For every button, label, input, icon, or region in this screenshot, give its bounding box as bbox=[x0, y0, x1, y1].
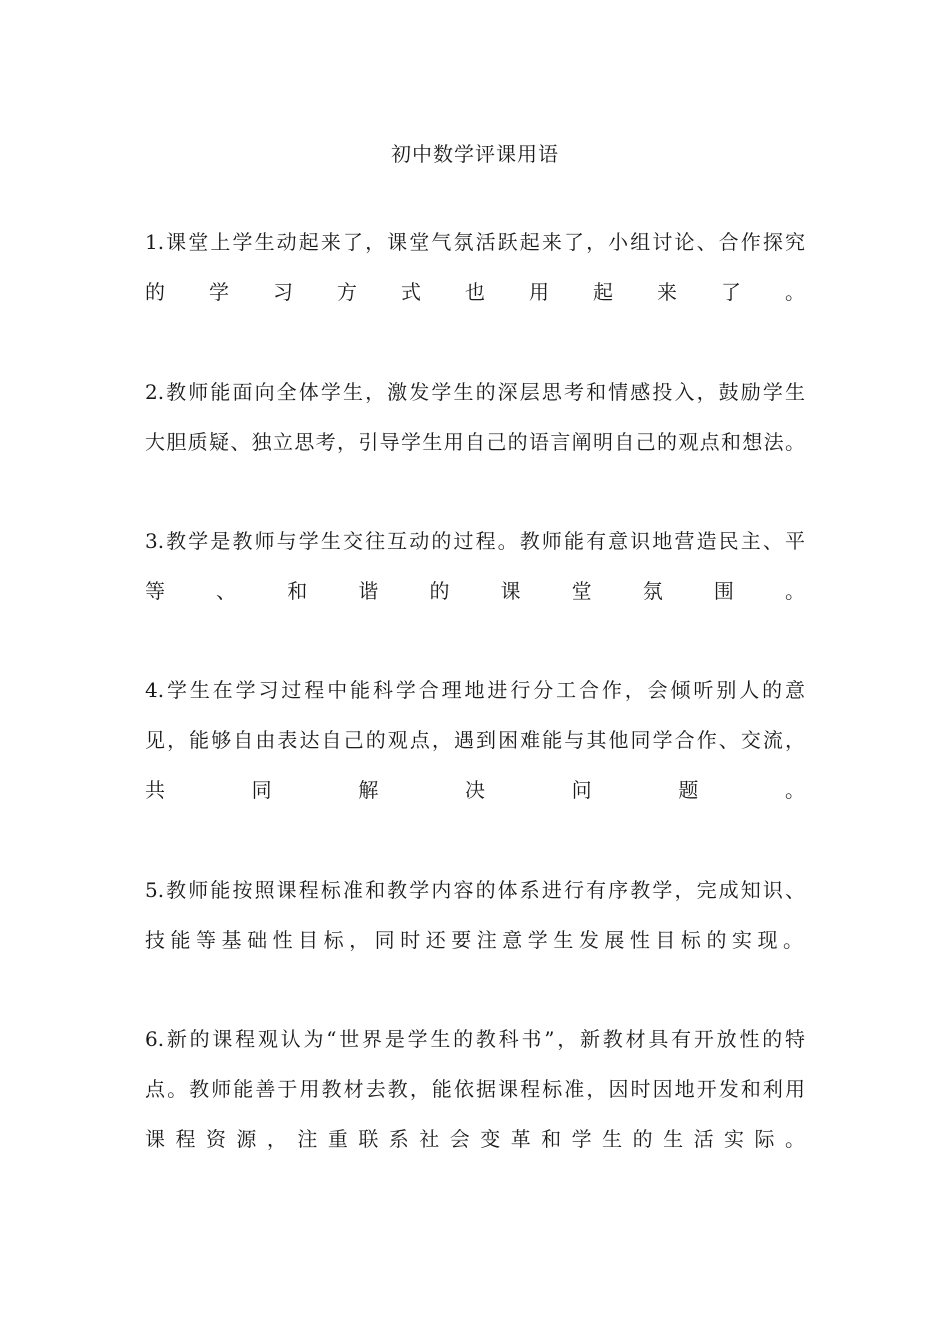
item-line: 见，能够自由表达自己的观点，遇到困难能与其他同学合作、交流， bbox=[145, 728, 805, 752]
item-line: 6.新的课程观认为“世界是学生的教科书”，新教材具有开放性的特 bbox=[145, 1027, 805, 1051]
item-line: 技能等基础性目标，同时还要注意学生发展性目标的实现。 bbox=[145, 928, 805, 952]
evaluation-item-6 bbox=[145, 1014, 805, 1164]
document-title: 初中数学评课用语 bbox=[391, 142, 559, 166]
item-line: 1.课堂上学生动起来了，课堂气氛活跃起来了，小组讨论、合作探究 bbox=[145, 230, 805, 254]
item-line: 点。教师能善于用教材去教，能依据课程标准，因时因地开发和利用 bbox=[145, 1077, 805, 1101]
item-line: 共 同 解 决 问 题 。 bbox=[145, 778, 805, 802]
item-line: 2.教师能面向全体学生，激发学生的深层思考和情感投入，鼓励学生 bbox=[145, 380, 805, 404]
item-line: 5.教师能按照课程标准和教学内容的体系进行有序教学，完成知识、 bbox=[145, 878, 805, 902]
item-line: 4.学生在学习过程中能科学合理地进行分工合作，会倾听别人的意 bbox=[145, 678, 805, 702]
item-line: 课 程 资 源 ， 注 重 联 系 社 会 变 革 和 学 生 的 生 活 实 际 。 bbox=[145, 1127, 805, 1151]
item-line: 的 学 习 方 式 也 用 起 来 了 。 bbox=[145, 280, 805, 304]
evaluation-item-2 bbox=[145, 367, 805, 467]
evaluation-item-1 bbox=[145, 217, 805, 317]
item-line: 3.教学是教师与学生交往互动的过程。教师能有意识地营造民主、平 bbox=[145, 529, 805, 553]
item-line: 大胆质疑、独立思考，引导学生用自己的语言阐明自己的观点和想法。 bbox=[145, 430, 805, 454]
evaluation-item-3 bbox=[145, 516, 805, 616]
evaluation-item-5 bbox=[145, 865, 805, 965]
item-line: 等 、 和 谐 的 课 堂 氛 围 。 bbox=[145, 579, 805, 603]
evaluation-item-4 bbox=[145, 665, 805, 815]
